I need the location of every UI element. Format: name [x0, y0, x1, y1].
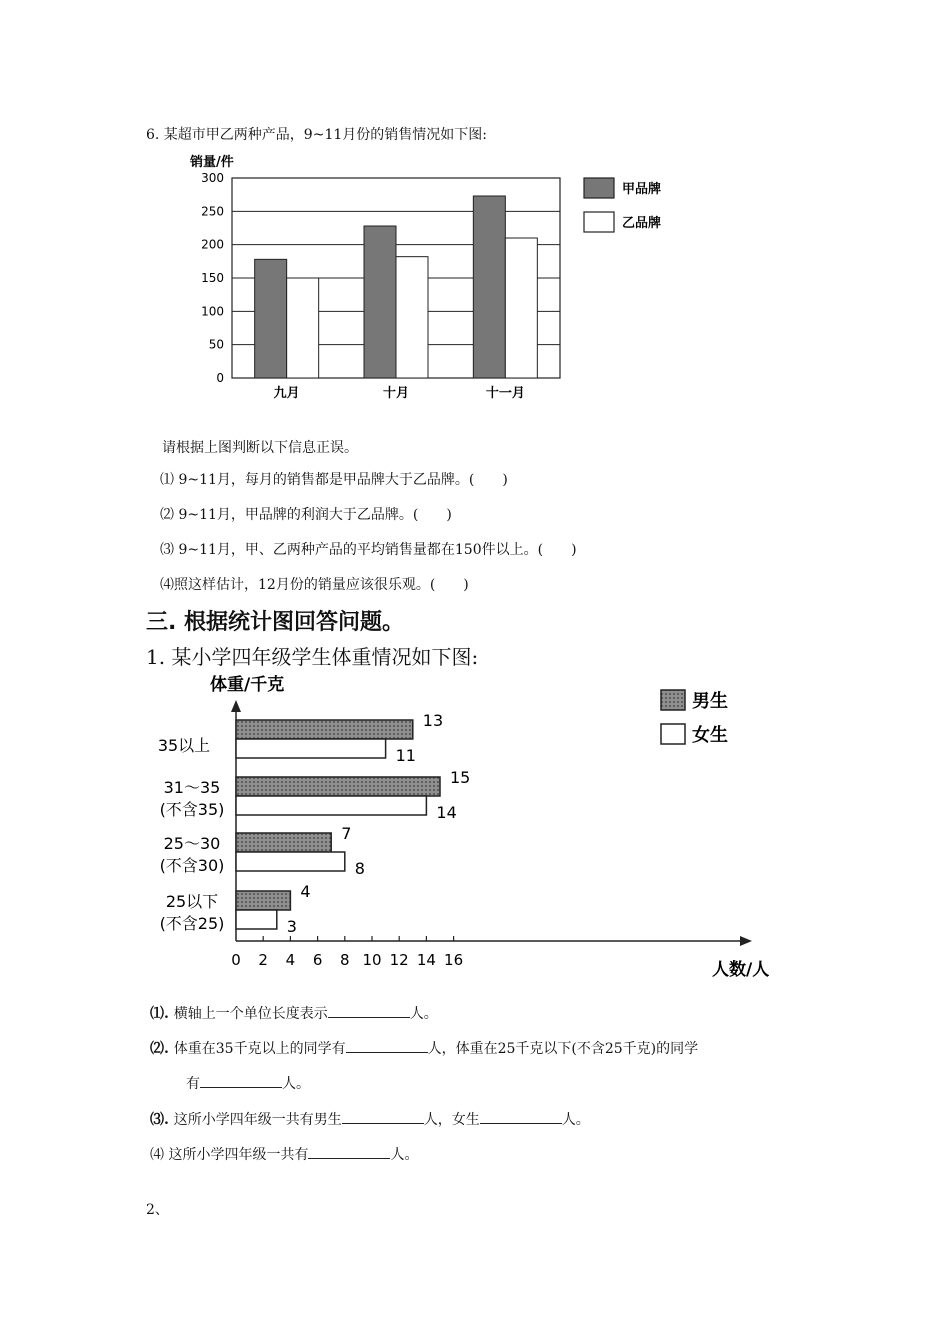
- question-6-item-1: ⑴ 9~11月，每月的销售都是甲品牌大于乙品牌。( ): [160, 472, 508, 488]
- x-axis-arrow: [740, 936, 752, 946]
- x-tick-label: 十一月: [485, 386, 525, 401]
- subquestion-3-middle: 人，女生: [423, 1112, 480, 1128]
- legend-swatch: [661, 724, 685, 744]
- x-tick-label: 十月: [382, 386, 410, 401]
- monthly-sales-bar-chart: [190, 150, 690, 410]
- bar-boys-1: [236, 777, 440, 796]
- data-label: 14: [436, 803, 457, 822]
- subquestion-2-text: 体重在35千克以上的同学有: [173, 1041, 346, 1057]
- x-axis-title: 人数/人: [712, 960, 770, 980]
- category-label: 31～35: [163, 778, 221, 797]
- x-tick-label: 0: [231, 951, 241, 969]
- category-label-sub: (不含35): [159, 800, 225, 819]
- bar-girls-0: [236, 739, 386, 758]
- bar-jia-2: [473, 196, 505, 378]
- subquestion-1-text: 横轴上一个单位长度表示: [173, 1006, 328, 1022]
- bar-girls-3: [236, 910, 277, 929]
- y-tick-label: 0: [216, 371, 224, 385]
- data-label: 13: [422, 711, 444, 730]
- bar-girls-2: [236, 852, 345, 871]
- x-tick-label: 10: [362, 951, 382, 969]
- question-6-prompt: 请根据上图判断以下信息正误。: [162, 440, 358, 456]
- answer-blank[interactable]: [328, 1003, 410, 1018]
- subquestion-4-number: ⑷: [150, 1147, 169, 1163]
- subquestion-2: [150, 1038, 698, 1058]
- category-label: 25以下: [165, 892, 219, 911]
- weight-distribution-bar-chart: [140, 668, 800, 980]
- data-label: 8: [354, 859, 365, 878]
- y-axis-arrow: [231, 700, 241, 712]
- legend-swatch: [584, 178, 614, 198]
- y-tick-label: 50: [208, 337, 224, 352]
- answer-blank[interactable]: [308, 1144, 390, 1159]
- x-tick-label: 8: [340, 951, 350, 969]
- answer-blank[interactable]: [346, 1038, 428, 1053]
- y-tick-label: 150: [201, 271, 224, 285]
- answer-blank[interactable]: [480, 1109, 562, 1124]
- bar-girls-1: [236, 796, 426, 815]
- subquestion-3: [150, 1109, 590, 1129]
- question-6-title: 6. 某超市甲乙两种产品，9~11月份的销售情况如下图:: [146, 127, 487, 143]
- bar-jia-1: [364, 226, 396, 378]
- subquestion-2-line2-text: 有: [186, 1076, 200, 1092]
- subquestion-4-suffix: 人。: [390, 1147, 419, 1163]
- subquestion-1: [150, 1003, 438, 1023]
- x-tick-label: 12: [389, 951, 409, 969]
- category-label-sub: (不含25): [159, 914, 225, 933]
- question-2-label: 2、: [146, 1202, 169, 1218]
- subquestion-4: [150, 1144, 418, 1164]
- legend-label: 女生: [692, 725, 728, 746]
- question-1-title: 1. 某小学四年级学生体重情况如下图:: [146, 645, 479, 669]
- x-tick-label: 2: [258, 951, 268, 969]
- category-label: 35以上: [157, 736, 211, 755]
- subquestion-3-text: 这所小学四年级一共有男生: [173, 1112, 342, 1128]
- bar-yi-2: [505, 238, 537, 378]
- subquestion-2-number: ⑵.: [150, 1041, 174, 1057]
- data-label: 3: [286, 917, 297, 936]
- category-label-sub: (不含30): [159, 856, 225, 875]
- bar-boys-0: [236, 720, 413, 739]
- bar-yi-1: [396, 257, 428, 378]
- y-tick-label: 300: [201, 171, 224, 185]
- data-label: 7: [341, 824, 352, 843]
- data-label: 11: [395, 746, 416, 765]
- legend-label: 乙品牌: [622, 216, 662, 231]
- question-6-item-3: ⑶ 9~11月，甲、乙两种产品的平均销售量都在150件以上。( ): [160, 542, 577, 558]
- category-label: 25～30: [163, 834, 221, 853]
- subquestion-3-number: ⑶.: [150, 1112, 174, 1128]
- question-6-item-2: ⑵ 9~11月，甲品牌的利润大于乙品牌。( ): [160, 507, 452, 523]
- data-label: 15: [450, 768, 471, 787]
- y-tick-label: 250: [201, 204, 224, 219]
- y-tick-label: 100: [201, 304, 224, 319]
- subquestion-1-number: ⑴.: [150, 1006, 174, 1022]
- subquestion-4-text: 这所小学四年级一共有: [168, 1147, 309, 1163]
- legend-swatch: [584, 212, 614, 232]
- answer-blank[interactable]: [342, 1109, 424, 1124]
- subquestion-2-line-2: [186, 1073, 310, 1093]
- subquestion-2-line2-suffix: 人。: [282, 1076, 310, 1092]
- y-axis-title: 体重/千克: [210, 675, 285, 695]
- question-6-item-4: ⑷照这样估计，12月份的销量应该很乐观。( ): [160, 577, 469, 593]
- y-tick-label: 200: [201, 237, 224, 252]
- subquestion-1-suffix: 人。: [409, 1006, 438, 1022]
- bar-boys-2: [236, 833, 331, 852]
- x-tick-label: 九月: [273, 386, 300, 401]
- answer-blank[interactable]: [200, 1073, 282, 1088]
- y-axis-label: 销量/件: [190, 155, 234, 170]
- legend-label: 甲品牌: [622, 182, 662, 197]
- subquestion-3-suffix: 人。: [561, 1112, 590, 1128]
- legend-label: 男生: [692, 691, 728, 712]
- section-3-title: 三. 根据统计图回答问题。: [146, 610, 405, 635]
- x-tick-label: 16: [444, 951, 464, 969]
- subquestion-2-middle: 人，体重在25千克以下(不含25千克)的同学: [427, 1041, 699, 1057]
- data-label: 4: [300, 882, 311, 901]
- bar-yi-0: [287, 278, 319, 378]
- bar-jia-0: [255, 259, 287, 378]
- x-tick-label: 4: [285, 951, 296, 969]
- x-tick-label: 6: [312, 951, 323, 969]
- legend-swatch: [661, 690, 685, 710]
- bar-boys-3: [236, 891, 290, 910]
- x-tick-label: 14: [416, 951, 436, 969]
